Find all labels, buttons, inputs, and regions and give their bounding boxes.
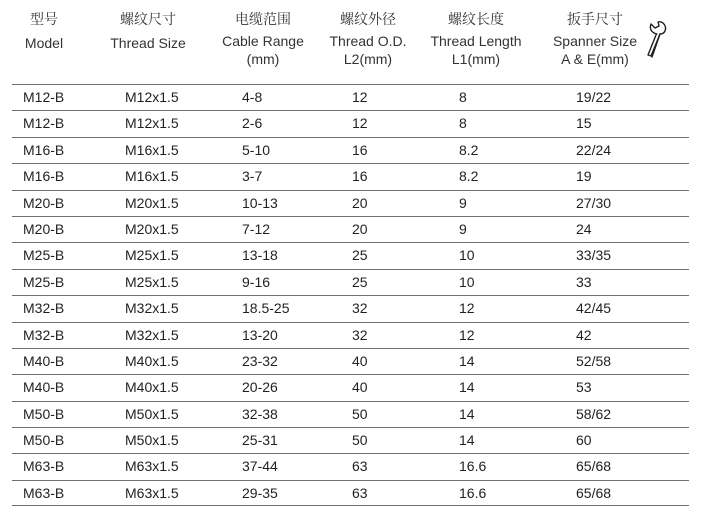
header-spanner-size-zh: 扳手尺寸 [567,11,623,27]
header-thread-length-zh: 螺纹长度 [448,11,504,27]
cell-thread-od: 20 [352,220,368,237]
table-row [12,295,689,321]
header-thread-length-en: Thread Length [430,33,522,49]
cell-thread-od: 63 [352,484,368,501]
cell-thread-size: M25x1.5 [125,273,179,290]
cell-model: M63-B [23,484,65,501]
cell-thread-size: M32x1.5 [125,300,179,317]
cell-spanner-size: 15 [576,115,592,132]
cell-spanner-size: 58/62 [576,405,612,422]
cell-thread-size: M20x1.5 [125,220,179,237]
cell-spanner-size: 53 [576,379,592,396]
cell-thread-length: 10 [459,273,475,290]
cell-cable-range: 20-26 [242,379,278,396]
cell-spanner-size: 65/68 [576,458,612,475]
cell-thread-od: 40 [352,352,368,369]
cell-thread-length: 14 [459,432,475,449]
cell-model: M12-B [23,115,65,132]
cell-model: M50-B [23,432,65,449]
cell-thread-length: 12 [459,300,475,317]
cell-model: M16-B [23,168,65,185]
cell-cable-range: 25-31 [242,432,278,449]
table-body [12,84,689,506]
cell-cable-range: 2-6 [242,115,263,132]
header-cable-range-zh: 电缆范围 [235,11,291,27]
cell-thread-length: 8 [459,89,467,105]
cell-thread-od: 12 [352,89,368,105]
cell-model: M32-B [23,300,65,317]
cell-thread-length: 16.6 [459,484,487,501]
cell-thread-length: 12 [459,326,475,343]
cell-model: M63-B [23,458,65,475]
header-thread-length [423,10,529,68]
cell-model: M40-B [23,379,65,396]
header-thread-size [103,10,193,52]
header-cable-range-en: Cable Range [222,33,304,49]
cell-spanner-size: 19/22 [576,89,612,105]
cell-spanner-size: 33/35 [576,247,612,264]
cell-thread-size: M12x1.5 [125,115,179,132]
cell-cable-range: 13-20 [242,326,278,343]
header-thread-od-unit: L2(mm) [343,51,393,67]
cell-spanner-size: 19 [576,168,592,185]
cell-thread-od: 32 [352,326,368,343]
table-header [0,0,704,84]
cell-cable-range: 10-13 [242,194,278,211]
cell-thread-od: 12 [352,115,368,132]
table-row [12,84,689,110]
header-thread-size-en: Thread Size [110,35,186,51]
cell-thread-size: M16x1.5 [125,141,179,158]
cell-thread-length: 14 [459,352,475,369]
header-thread-od-en: Thread O.D. [329,33,407,49]
cell-model: M16-B [23,141,65,158]
cell-thread-size: M32x1.5 [125,326,179,343]
cell-spanner-size: 65/68 [576,484,612,501]
cell-model: M25-B [23,247,65,264]
header-cable-range [213,10,313,68]
cell-thread-length: 8.2 [459,168,479,185]
cell-thread-od: 20 [352,194,368,211]
cell-model: M20-B [23,194,65,211]
cell-model: M50-B [23,405,65,422]
cell-thread-size: M40x1.5 [125,352,179,369]
cell-cable-range: 7-12 [242,220,271,237]
wrench-icon [643,20,673,60]
table-row [12,453,689,479]
cell-thread-size: M50x1.5 [125,405,179,422]
cell-cable-range: 3-7 [242,168,263,185]
cell-thread-length: 16.6 [459,458,487,475]
cell-thread-size: M63x1.5 [125,458,179,475]
cell-spanner-size: 33 [576,273,592,290]
cell-thread-length: 9 [459,194,467,211]
header-spanner-size [545,10,645,68]
cell-cable-range: 29-35 [242,484,278,501]
cell-cable-range: 13-18 [242,247,278,264]
cell-thread-size: M40x1.5 [125,379,179,396]
cell-cable-range: 32-38 [242,405,278,422]
header-cable-range-unit: (mm) [246,51,280,67]
header-thread-od [318,10,418,68]
cell-model: M32-B [23,326,65,343]
cell-thread-length: 14 [459,405,475,422]
cell-thread-size: M63x1.5 [125,484,179,501]
cell-spanner-size: 24 [576,220,592,237]
cell-cable-range: 4-8 [242,89,263,105]
header-thread-od-zh: 螺纹外径 [340,11,396,27]
table-row [12,137,689,163]
cell-spanner-size: 22/24 [576,141,612,158]
cell-thread-od: 40 [352,379,368,396]
cell-thread-length: 14 [459,379,475,396]
cell-model: M12-B [23,89,65,105]
cell-cable-range: 18.5-25 [242,300,290,317]
table-row [12,216,689,242]
header-thread-length-unit: L1(mm) [451,51,501,67]
cell-thread-od: 63 [352,458,368,475]
cell-thread-length: 8 [459,115,467,132]
cell-thread-size: M12x1.5 [125,89,179,105]
cell-cable-range: 37-44 [242,458,278,475]
cell-thread-od: 50 [352,432,368,449]
cell-thread-size: M16x1.5 [125,168,179,185]
table-row [12,110,689,136]
cell-thread-od: 25 [352,273,368,290]
cell-thread-length: 10 [459,247,475,264]
table-row [12,269,689,295]
header-model-en: Model [24,35,64,51]
cell-cable-range: 5-10 [242,141,271,158]
cell-model: M20-B [23,220,65,237]
header-spanner-size-unit: A & E(mm) [561,51,629,67]
table-row [12,322,689,348]
cell-thread-length: 8.2 [459,141,479,158]
cell-thread-size: M50x1.5 [125,432,179,449]
cell-spanner-size: 27/30 [576,194,612,211]
table-row [12,190,689,216]
cell-thread-size: M25x1.5 [125,247,179,264]
table-row [12,480,689,506]
header-thread-size-zh: 螺纹尺寸 [120,11,176,27]
table-row [12,242,689,268]
header-model-zh: 型号 [30,11,58,27]
cell-thread-size: M20x1.5 [125,194,179,211]
cell-spanner-size: 42/45 [576,300,612,317]
cell-spanner-size: 42 [576,326,592,343]
table-row [12,348,689,374]
cell-cable-range: 9-16 [242,273,271,290]
table-row [12,163,689,189]
cell-thread-od: 16 [352,141,368,158]
cell-model: M25-B [23,273,65,290]
cell-model: M40-B [23,352,65,369]
table-row [12,427,689,453]
cell-thread-od: 32 [352,300,368,317]
table-row [12,374,689,400]
cell-spanner-size: 60 [576,432,592,449]
header-spanner-size-en: Spanner Size [552,33,638,49]
cell-thread-od: 16 [352,168,368,185]
cell-thread-od: 25 [352,247,368,264]
cell-cable-range: 23-32 [242,352,278,369]
cell-spanner-size: 52/58 [576,352,612,369]
table-row [12,401,689,427]
cell-thread-od: 50 [352,405,368,422]
header-model [14,10,74,52]
cell-thread-length: 9 [459,220,467,237]
